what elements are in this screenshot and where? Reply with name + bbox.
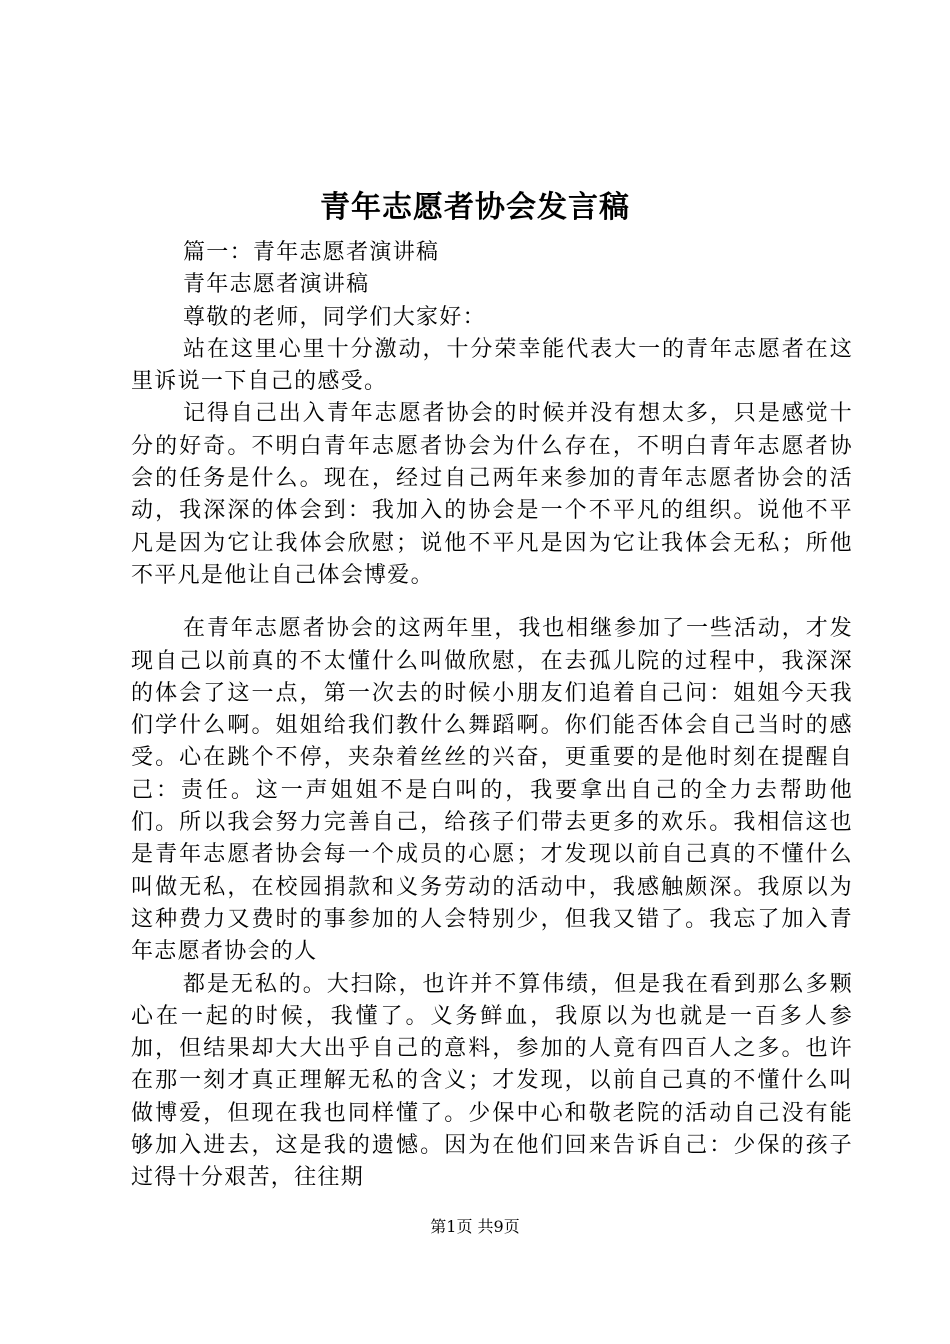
speech-title: 青年志愿者演讲稿 xyxy=(183,272,370,298)
body-paragraph: 都是无私的。大扫除，也许并不算伟绩，但是我在看到那么多颗心在一起的时候，我懂了。义务鲜血，我原以为也就是一百多人参加，但结果却大大出乎自己的意料，参加的人竟有四百人之多。也许在那一刻才真正理解无私的含义；才发现，以前自己真的不懂什么叫做博爱，但现在我也同样懂了。少保中心和敬老院的活动自己没有能够加入进去，这是我的遗憾。因为在他们回来告诉自己：少保的孩子过得十分艰苦，往往期 xyxy=(131,971,853,1191)
body-paragraph: 在青年志愿者协会的这两年里，我也相继参加了一些活动，才发现自己以前真的不太懂什么叫做欣慰，在去孤儿院的过程中，我深深的体会了这一点，第一次去的时候小朋友们追着自己问：姐姐今天我们学什么啊。姐姐给我们教什么舞蹈啊。你们能否体会自己当时的感受。心在跳个不停，夹杂着丝丝的兴奋，更重要的是他时刻在提醒自己：责任。这一声姐姐不是白叫的，我要拿出自己的全力去帮助他们。所以我会努力完善自己，给孩子们带去更多的欢乐。我相信这也是青年志愿者协会每一个成员的心愿；才发现以前自己真的不懂什么叫做无私，在校园捐款和义务劳动的活动中，我感触颇深。我原以为这种费力又费时的事参加的人会特别少，但我又错了。我忘了加入青年志愿者协会的人 xyxy=(131,616,853,965)
document-body xyxy=(131,237,853,1195)
document-title: 青年志愿者协会发言稿 xyxy=(320,190,630,225)
salutation: 尊敬的老师，同学们大家好： xyxy=(183,304,486,330)
body-paragraph: 记得自己出入青年志愿者协会的时候并没有想太多，只是感觉十分的好奇。不明白青年志愿者协会为什么存在，不明白青年志愿者协会的任务是什么。现在，经过自己两年来参加的青年志愿者协会的活动，我深深的体会到：我加入的协会是一个不平凡的组织。说他不平凡是因为它让我体会欣慰；说他不平凡是因为它让我体会无私；所他不平凡是他让自己体会博爱。 xyxy=(131,401,853,588)
body-paragraph: 站在这里心里十分激动，十分荣幸能代表大一的青年志愿者在这里诉说一下自己的感受。 xyxy=(131,336,853,395)
section-heading: 篇一：青年志愿者演讲稿 xyxy=(183,240,440,265)
page-footer: 第1页 共9页 xyxy=(430,1217,520,1236)
